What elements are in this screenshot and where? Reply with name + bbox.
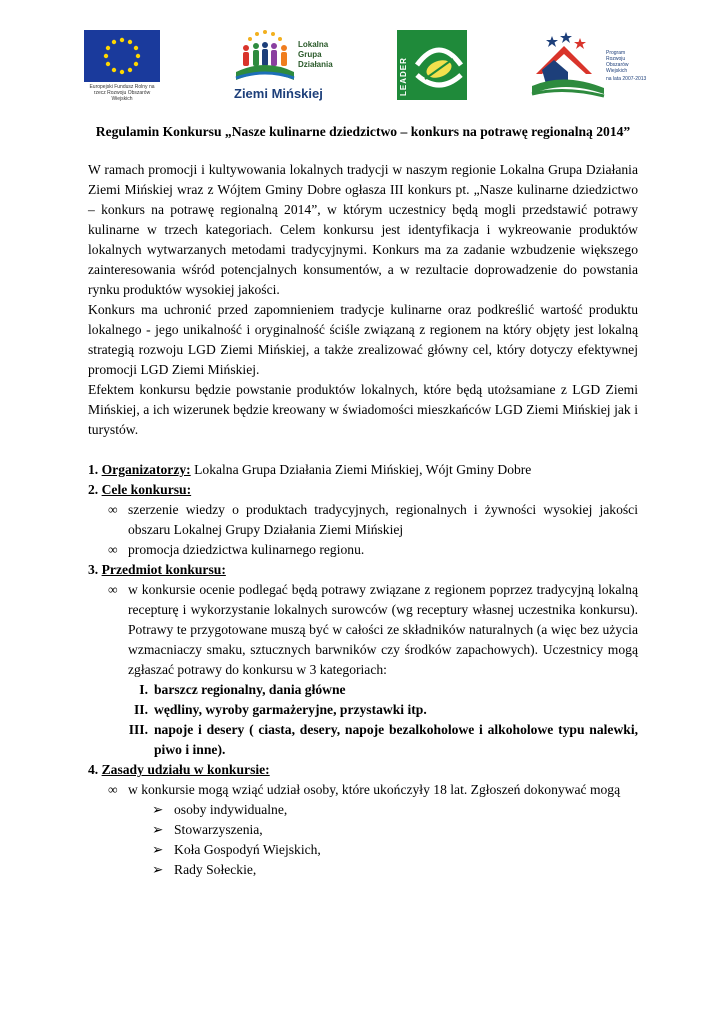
lgd-word-2: Grupa	[298, 50, 322, 59]
intro-paragraph-3: Efektem konkursu będzie powstanie produktów lokalnych, które będą utożsamiane z LGD Ziemi Mińskiej, a ich wizerunek będzie kreowany w świadomości mieszkańców LGD Ziemi Mińskiej jak i turystów.	[88, 382, 638, 437]
prow-logo	[528, 30, 648, 102]
list-item	[88, 780, 638, 800]
leader-text: LEADER	[399, 57, 408, 96]
category-number: I.	[139, 682, 148, 697]
section-3	[88, 560, 638, 580]
list-item-text: Koła Gospodyń Wiejskich,	[174, 842, 321, 857]
list-item-text: osoby indywidualne,	[174, 802, 288, 817]
list-item	[88, 580, 638, 680]
list-item-text: promocja dziedzictwa kulinarnego regionu.	[128, 542, 365, 557]
list-item	[88, 540, 638, 560]
prow-house-icon	[528, 30, 606, 102]
section-3-heading: Przedmiot konkursu:	[101, 562, 226, 577]
list-item-text: Stowarzyszenia,	[174, 822, 263, 837]
lgd-word-1: Lokalna	[298, 40, 329, 49]
prow-line-2: Rozwoju	[606, 56, 626, 62]
list-item	[88, 500, 638, 540]
arrow-bullet-icon: ➢	[152, 822, 164, 837]
eu-logo-caption: Europejski Fundusz Rolny na rzecz Rozwoju Obszarów Wiejskich	[89, 84, 155, 102]
lgd-words	[298, 40, 333, 70]
section-1-heading: Organizatorzy:	[101, 462, 191, 477]
prow-words	[606, 50, 646, 82]
list-item-text: w konkursie mogą wziąć udział osoby, które ukończyły 18 lat. Zgłoszeń dokonywać mogą	[128, 782, 621, 797]
section-1-text: Lokalna Grupa Działania Ziemi Mińskiej, Wójt Gminy Dobre	[190, 462, 532, 477]
prow-line-1: Program	[606, 50, 626, 56]
prow-line-3: Obszarów	[606, 62, 629, 68]
category-item	[88, 700, 638, 720]
people-figures-icon	[232, 28, 298, 84]
eu-flag-icon	[84, 30, 160, 82]
category-text: barszcz regionalny, dania główne	[154, 682, 346, 697]
prow-line-4: Wiejskich	[606, 68, 628, 74]
document-body	[88, 122, 638, 880]
section-4	[88, 760, 638, 780]
section-2-number: 2.	[88, 482, 99, 497]
lgd-name: Ziemi Mińskiej	[234, 86, 323, 101]
section-1-number: 1.	[88, 462, 99, 477]
bullet-infinity-icon: ∞	[108, 782, 118, 797]
bullet-infinity-icon: ∞	[108, 542, 118, 557]
intro-paragraph-2: Konkurs ma uchronić przed zapomnieniem tradycje kulinarne oraz podkreślić wartość produktu lokalnego - jego unikalność i oryginalność ściśle związaną z regionem na który objęty jest lokalną strategią rozwoju LGD Ziemi Mińskiej, a także zrealizować główny cel, który dotyczy efektywnej promocji LGD Ziemi Mińskiej.	[88, 302, 638, 377]
document-title: Regulamin Konkursu „Nasze kulinarne dziedzictwo – konkurs na potrawę regionalną 2014”	[95, 124, 631, 139]
intro-paragraph-1: W ramach promocji i kultywowania lokalnych tradycji w naszym regionie Lokalna Grupa Działania Ziemi Mińskiej wraz z Wójtem Gminy Dobre ogłasza III konkurs pt. „Nasze kulinarne dziedzictwo – konkurs na potrawę regionalną 2014”, w którym uczestnicy będą mogli przedstawić potrawy kulinarne w trzech kategoriach. Celem konkursu jest identyfikacja i wykreowanie produktów lokalnych wytwarzanych metodami tradycyjnymi. Konkurs ma za zadanie wzbudzenie większego zainteresowania wśród potencjalnych konsumentów, a w rezultacie doprowadzenie do powstania rynku produktów wysokiej jakości.	[88, 162, 638, 297]
bullet-infinity-icon: ∞	[108, 502, 118, 517]
list-item-text: szerzenie wiedzy o produktach tradycyjnych, regionalnych i żywności wysokiej jakości obszaru Lokalnej Grupy Działania Ziemi Mińskiej	[128, 502, 638, 537]
section-4-number: 4.	[88, 762, 99, 777]
section-1	[88, 460, 638, 480]
list-item	[88, 840, 638, 860]
leader-logo	[397, 30, 467, 100]
spacer	[88, 440, 638, 460]
category-text: wędliny, wyroby garmażeryjne, przystawki itp.	[154, 702, 427, 717]
arrow-bullet-icon: ➢	[152, 842, 164, 857]
list-item-text: w konkursie ocenie podlegać będą potrawy związane z regionem poprzez tradycyjną lokalną recepturę i wykorzystanie lokalnych surowców (wg receptury własnej uczestnika konkursu). Potrawy te przygotowane muszą być w całości ze składników naturalnych (a więc bez użycia wzmacniaczy smaku, sztucznych barwników czy środków zapachowych). Uczestnicy mogą zgłaszać potrawy do konkursu w 3 kategoriach:	[128, 582, 638, 677]
arrow-bullet-icon: ➢	[152, 862, 164, 877]
section-4-heading: Zasady udziału w konkursie:	[101, 762, 270, 777]
category-text: napoje i desery ( ciasta, desery, napoje bezalkoholowe i alkoholowe typu nalewki, piwo i inne).	[154, 722, 638, 757]
lgd-logo	[230, 26, 348, 104]
list-item	[88, 860, 638, 880]
list-item-text: Rady Sołeckie,	[174, 862, 257, 877]
list-item	[88, 820, 638, 840]
category-number: III.	[128, 722, 148, 737]
bullet-infinity-icon: ∞	[108, 582, 118, 597]
category-number: II.	[134, 702, 148, 717]
lgd-word-3: Działania	[298, 60, 333, 69]
section-3-number: 3.	[88, 562, 99, 577]
list-item	[88, 800, 638, 820]
section-2	[88, 480, 638, 500]
category-item	[88, 680, 638, 700]
prow-line-5: na lata 2007-2013	[606, 76, 647, 82]
logo-header	[0, 26, 724, 106]
category-item	[88, 720, 638, 760]
arrow-bullet-icon: ➢	[152, 802, 164, 817]
eu-logo	[84, 30, 160, 102]
leader-leaf-icon	[411, 35, 467, 95]
section-2-heading: Cele konkursu:	[101, 482, 192, 497]
